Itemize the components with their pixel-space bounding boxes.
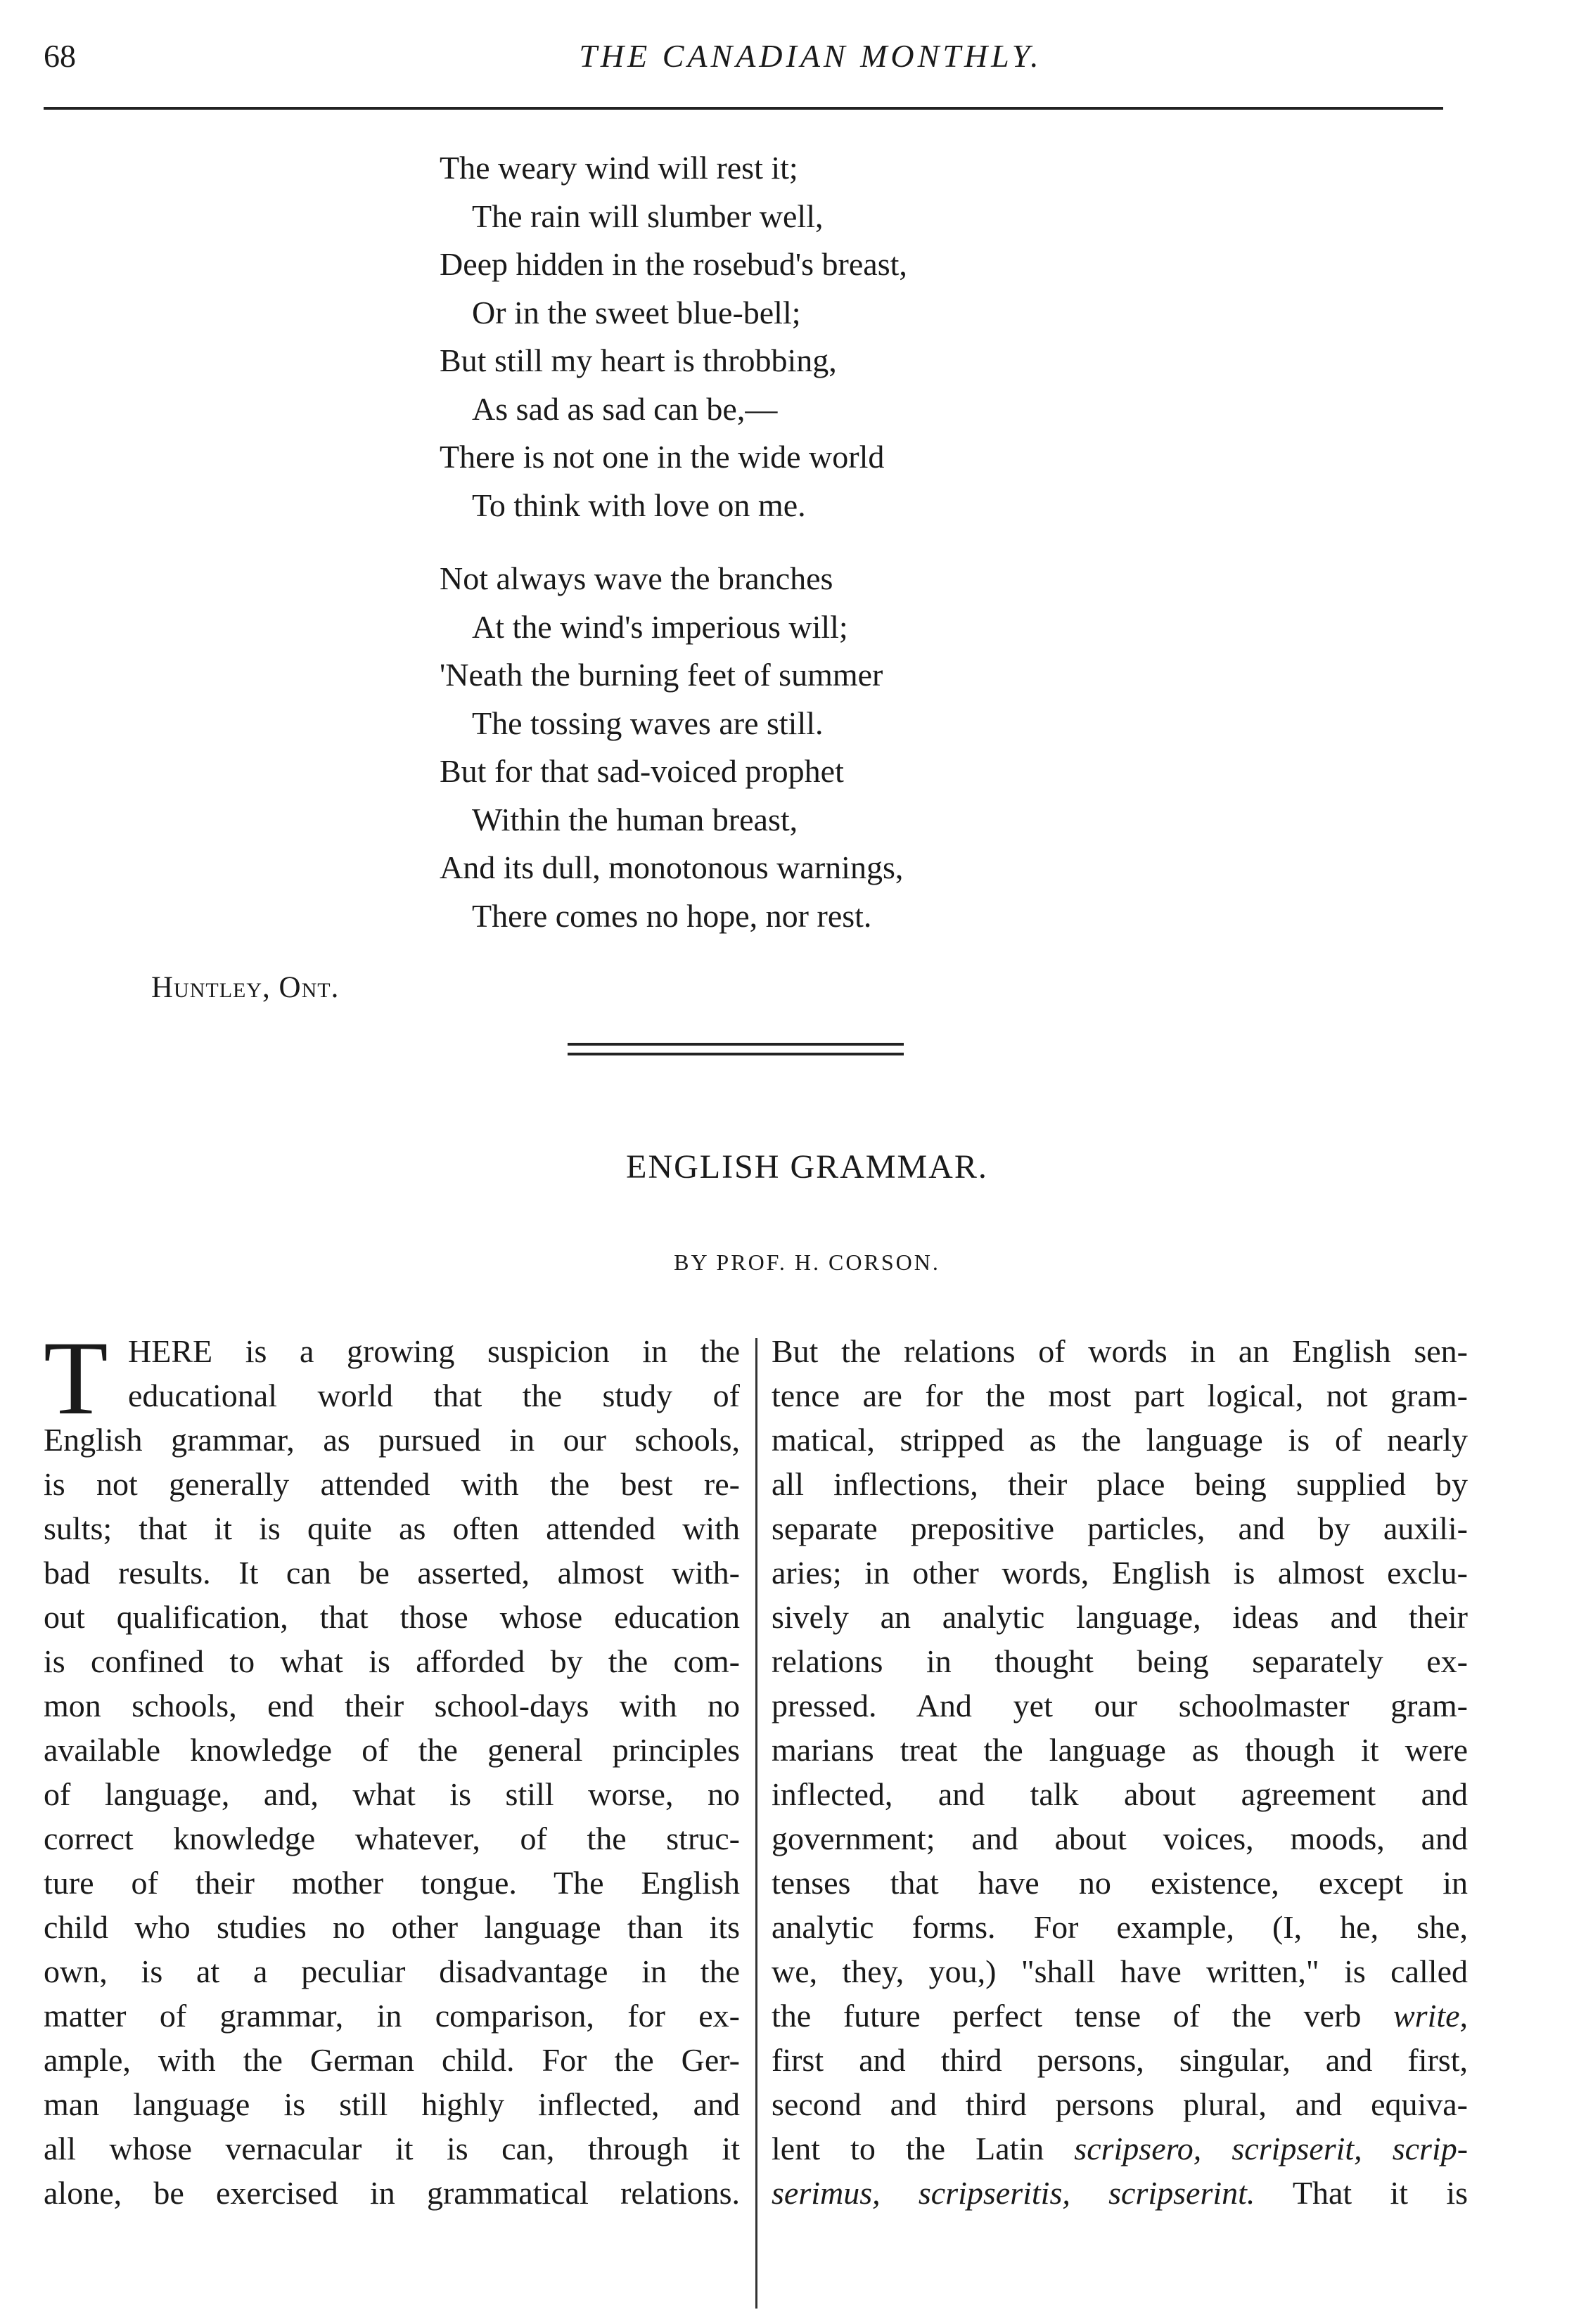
- column-line: first and third persons, singular, and first,: [772, 2042, 1468, 2078]
- poem-line: Not always wave the branches: [440, 560, 833, 596]
- poem-line: There comes no hope, nor rest.: [472, 897, 872, 934]
- column-line: of language, and, what is still worse, no: [44, 1776, 740, 1812]
- column-line: ample, with the German child. For the Ger-: [44, 2042, 740, 2078]
- poem-line: The rain will slumber well,: [472, 198, 824, 234]
- column-line: English grammar, as pursued in our schools,: [44, 1422, 740, 1458]
- column-line: separate prepositive particles, and by auxili-: [772, 1510, 1468, 1546]
- poem-place-signature: Huntley, Ont.: [151, 971, 340, 1004]
- poem-line: The tossing waves are still.: [472, 705, 824, 741]
- article-title: ENGLISH GRAMMAR.: [626, 1148, 988, 1186]
- article-column-left: [44, 1320, 740, 2215]
- drop-cap: T: [44, 1320, 108, 1437]
- poem-line: The weary wind will rest it;: [440, 150, 798, 186]
- column-line: lent to the Latin scripsero, scripserit, scrip-: [772, 2131, 1468, 2166]
- poem-line: Or in the sweet blue-bell;: [472, 294, 801, 330]
- section-divider: [568, 1043, 904, 1055]
- column-line: government; and about voices, moods, and: [772, 1821, 1468, 1856]
- column-line: HERE is a growing suspicion in the: [128, 1333, 740, 1369]
- poem-line: 'Neath the burning feet of summer: [440, 657, 883, 693]
- poem-line: But for that sad-voiced prophet: [440, 753, 844, 789]
- column-rule: [755, 1338, 757, 2309]
- running-title: THE CANADIAN MONTHLY.: [579, 38, 1042, 74]
- column-line: second and third persons plural, and equiva-: [772, 2086, 1468, 2122]
- column-line: out qualification, that those whose education: [44, 1599, 740, 1635]
- poem-line: Deep hidden in the rosebud's breast,: [440, 246, 907, 282]
- poem-stanza: [440, 555, 1213, 940]
- poem-line: To think with love on me.: [472, 487, 806, 523]
- poem-stanza: [440, 144, 1213, 529]
- column-line: is confined to what is afforded by the com-: [44, 1643, 740, 1679]
- column-line: But the relations of words in an English sen-: [772, 1333, 1468, 1369]
- column-line: ture of their mother tongue. The English: [44, 1865, 740, 1901]
- poem-line: But still my heart is throbbing,: [440, 342, 837, 378]
- column-line: tenses that have no existence, except in: [772, 1865, 1468, 1901]
- article-column-right: [772, 1329, 1468, 2215]
- column-line: sults; that it is quite as often attended with: [44, 1510, 740, 1546]
- poem-line: And its dull, monotonous warnings,: [440, 849, 904, 885]
- column-line: inflected, and talk about agreement and: [772, 1776, 1468, 1812]
- poem-line: Within the human breast,: [472, 801, 798, 837]
- column-line: sively an analytic language, ideas and their: [772, 1599, 1468, 1635]
- column-line: alone, be exercised in grammatical relations.: [44, 2175, 740, 2211]
- column-line: matical, stripped as the language is of nearly: [772, 1422, 1468, 1458]
- header-rule: [44, 107, 1443, 110]
- page-number: 68: [44, 38, 76, 74]
- column-line: matter of grammar, in comparison, for ex-: [44, 1998, 740, 2034]
- column-line: marians treat the language as though it were: [772, 1732, 1468, 1768]
- poem-line: As sad as sad can be,—: [472, 390, 778, 427]
- column-line: bad results. It can be asserted, almost with-: [44, 1555, 740, 1591]
- column-line: we, they, you,) "shall have written," is called: [772, 1953, 1468, 1989]
- article-byline: BY PROF. H. CORSON.: [674, 1250, 940, 1275]
- column-line: child who studies no other language than its: [44, 1909, 740, 1945]
- column-line: tence are for the most part logical, not gram-: [772, 1378, 1468, 1413]
- column-line: available knowledge of the general principles: [44, 1732, 740, 1768]
- poem-line: At the wind's imperious will;: [472, 608, 848, 645]
- poem: [440, 144, 1213, 965]
- column-line: pressed. And yet our schoolmaster gram-: [772, 1688, 1468, 1723]
- poem-line: There is not one in the wide world: [440, 439, 885, 475]
- column-line: own, is at a peculiar disadvantage in the: [44, 1953, 740, 1989]
- column-line: relations in thought being separately ex-: [772, 1643, 1468, 1679]
- column-line: all whose vernacular it is can, through it: [44, 2131, 740, 2166]
- column-line: educational world that the study of: [128, 1378, 740, 1413]
- column-line: all inflections, their place being supplied by: [772, 1466, 1468, 1502]
- column-line: the future perfect tense of the verb write,: [772, 1998, 1468, 2034]
- column-line: serimus, scripseritis, scripserint. That it is: [772, 2175, 1468, 2211]
- column-line: man language is still highly inflected, and: [44, 2086, 740, 2122]
- column-line: mon schools, end their school-days with no: [44, 1688, 740, 1723]
- column-line: aries; in other words, English is almost exclu-: [772, 1555, 1468, 1591]
- column-line: analytic forms. For example, (I, he, she,: [772, 1909, 1468, 1945]
- column-line: is not generally attended with the best re-: [44, 1466, 740, 1502]
- column-line: correct knowledge whatever, of the struc-: [44, 1821, 740, 1856]
